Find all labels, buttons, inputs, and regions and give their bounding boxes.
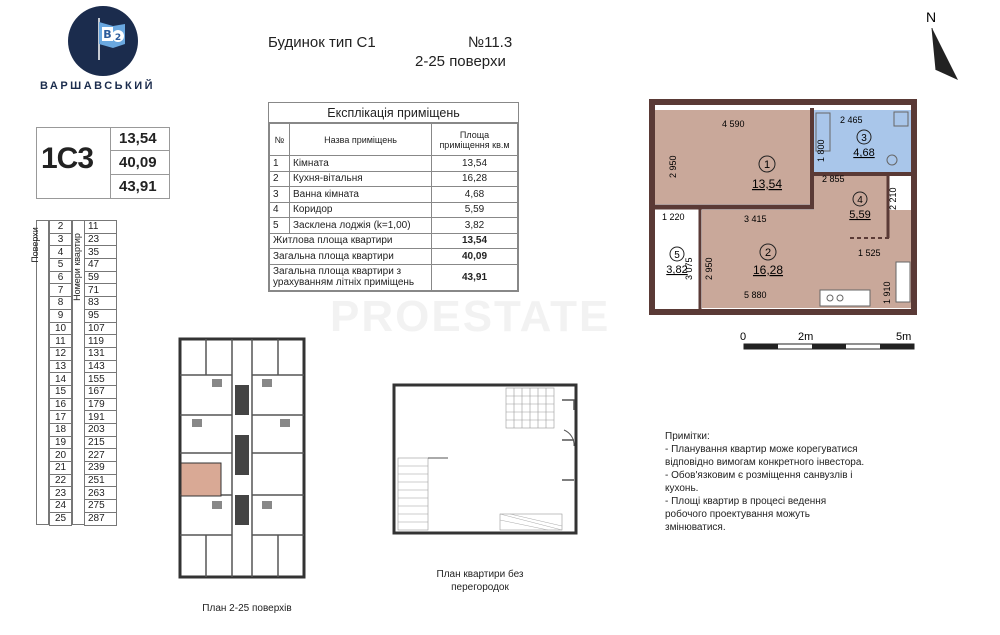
svg-text:3 415: 3 415 xyxy=(744,214,767,224)
apartment-number: 227 xyxy=(85,449,117,462)
apartment-number: 191 xyxy=(85,411,117,424)
svg-text:1 525: 1 525 xyxy=(858,248,881,258)
floor-row xyxy=(50,221,117,234)
building-type: Будинок тип С1 xyxy=(268,34,376,51)
apartment-number: 275 xyxy=(85,500,117,513)
floor-number: 8 xyxy=(50,297,72,310)
apartment-number: 83 xyxy=(85,297,117,310)
svg-text:B: B xyxy=(103,28,112,41)
apartment-plan xyxy=(640,0,980,350)
floor-number: 25 xyxy=(50,512,72,525)
svg-text:4: 4 xyxy=(857,195,863,206)
floor-number: 20 xyxy=(50,449,72,462)
floors-range: 2-25 поверхи xyxy=(415,53,506,70)
svg-text:2 950: 2 950 xyxy=(704,257,714,280)
floor-row xyxy=(50,385,117,398)
logo-wordmark: ВАРШАВСЬКИЙ xyxy=(40,80,156,92)
floor-number: 2 xyxy=(50,221,72,234)
floor-row xyxy=(50,462,117,475)
floor-row xyxy=(50,424,117,437)
room-number: 3 xyxy=(270,187,290,203)
scale-2m: 2m xyxy=(798,331,814,343)
floor-row xyxy=(50,271,117,284)
highlighted-apartment xyxy=(181,463,221,496)
svg-text:1 910: 1 910 xyxy=(882,281,892,304)
floor-row xyxy=(50,398,117,411)
explication-row xyxy=(270,156,518,172)
floor-number: 22 xyxy=(50,474,72,487)
apartment-number: 155 xyxy=(85,373,117,386)
total-label: Житлова площа квартири xyxy=(270,233,432,249)
living-area: 13,54 xyxy=(111,127,170,151)
room-number: 4 xyxy=(270,202,290,218)
open-plan-caption: План квартири без перегородок xyxy=(436,569,524,593)
apartment-number: 11 xyxy=(85,221,117,234)
svg-text:5 880: 5 880 xyxy=(744,290,767,300)
notes-block xyxy=(665,430,865,534)
total-area: 40,09 xyxy=(111,151,170,175)
north-arrow-icon xyxy=(932,28,958,80)
room-name: Кімната xyxy=(290,156,432,172)
apartment-number: 107 xyxy=(85,322,117,335)
floors-label-cell xyxy=(36,220,49,525)
room-area: 13,54 xyxy=(432,156,518,172)
room-area: 16,28 xyxy=(432,171,518,187)
note-item: - Планування квартир може корегуватися відповідно вимогам конкретного інвестора. xyxy=(665,444,865,468)
total-label: Загальна площа квартири xyxy=(270,249,432,265)
total-value: 43,91 xyxy=(432,264,518,290)
floor-row xyxy=(50,449,117,462)
apartment-number: 131 xyxy=(85,347,117,360)
room-area: 3,82 xyxy=(432,218,518,234)
explication-row xyxy=(270,187,518,203)
watermark: PROESTATE xyxy=(330,292,611,341)
svg-text:3 075: 3 075 xyxy=(684,257,694,280)
explication-total-row xyxy=(270,264,518,290)
svg-text:2 210: 2 210 xyxy=(888,187,898,210)
note-item: - Площі квартир в процесі ведення робочого проектування можуть змінюватися. xyxy=(665,496,827,533)
svg-text:1 800: 1 800 xyxy=(816,139,826,162)
apartment-number: 47 xyxy=(85,259,117,272)
floor-number: 4 xyxy=(50,246,72,259)
floor-number: 13 xyxy=(50,360,72,373)
floor-number: 5 xyxy=(50,259,72,272)
floor-row xyxy=(50,436,117,449)
svg-text:2 465: 2 465 xyxy=(840,115,863,125)
room-name: Коридор xyxy=(290,202,432,218)
svg-text:5,59: 5,59 xyxy=(849,209,871,221)
apartment-number: 263 xyxy=(85,487,117,500)
col-name: Назва приміщень xyxy=(290,124,432,156)
apartment-number: 59 xyxy=(85,271,117,284)
col-area: Площа приміщення кв.м xyxy=(432,124,518,156)
total-area-with-loggia: 43,91 xyxy=(119,178,157,195)
svg-text:2 950: 2 950 xyxy=(668,155,678,178)
floor-number: 18 xyxy=(50,424,72,437)
svg-text:2 855: 2 855 xyxy=(822,174,845,184)
svg-text:16,28: 16,28 xyxy=(752,263,784,277)
floor-row xyxy=(50,487,117,500)
room-4-corridor xyxy=(814,176,888,236)
floor-number: 12 xyxy=(50,347,72,360)
unit-code: 1С3 xyxy=(41,142,94,175)
room-area: 5,59 xyxy=(432,202,518,218)
flag-icon xyxy=(85,16,125,60)
floor-row xyxy=(50,347,117,360)
floor-row xyxy=(50,335,117,348)
svg-text:4,68: 4,68 xyxy=(853,147,875,159)
room-number: 2 xyxy=(270,171,290,187)
room-name: Кухня-вітальня xyxy=(290,171,432,187)
floor-row xyxy=(50,284,117,297)
svg-text:3,82: 3,82 xyxy=(666,264,688,276)
apartment-number: 119 xyxy=(85,335,117,348)
floor-number: 17 xyxy=(50,411,72,424)
floor-plan-caption: План 2-25 поверхів xyxy=(202,603,292,614)
note-item: - Обов'язковим є розміщення санвузлів і кухонь. xyxy=(665,470,853,494)
floor-row xyxy=(50,233,117,246)
floor-number: 11 xyxy=(50,335,72,348)
floor-number: 23 xyxy=(50,487,72,500)
open-plan-drawing xyxy=(388,380,583,540)
svg-text:2: 2 xyxy=(114,33,122,43)
apartment-numbers-label: Номери квартир xyxy=(71,233,82,301)
total-value: 40,09 xyxy=(432,249,518,265)
apartment-number: 71 xyxy=(85,284,117,297)
floor-row xyxy=(50,411,117,424)
floor-number: 24 xyxy=(50,500,72,513)
building-floor-plan xyxy=(172,335,312,585)
floor-number: 9 xyxy=(50,309,72,322)
floor-number: 3 xyxy=(50,233,72,246)
room-name: Засклена лоджія (k=1,00) xyxy=(290,218,432,234)
col-no: № xyxy=(270,124,290,156)
svg-text:13,54: 13,54 xyxy=(751,177,783,191)
total-label: Загальна площа квартири з урахуванням літніх приміщень xyxy=(270,264,432,290)
explication-title: Експлікація приміщень xyxy=(269,103,518,123)
scale-bar xyxy=(744,344,914,349)
floor-row xyxy=(50,373,117,386)
north-label: N xyxy=(926,9,937,25)
floor-number: 21 xyxy=(50,462,72,475)
unit-areas xyxy=(110,127,170,199)
room-area: 4,68 xyxy=(432,187,518,203)
svg-text:4 590: 4 590 xyxy=(722,119,745,129)
floor-number: 15 xyxy=(50,385,72,398)
explication-row xyxy=(270,171,518,187)
apartment-number: №11.3 xyxy=(468,34,513,51)
floor-number: 6 xyxy=(50,271,72,284)
floor-number: 19 xyxy=(50,436,72,449)
apartment-number: 239 xyxy=(85,462,117,475)
svg-text:1: 1 xyxy=(763,159,771,171)
notes-title: Примітки: xyxy=(665,431,710,442)
floor-apartment-table xyxy=(49,220,117,526)
svg-text:2: 2 xyxy=(764,247,772,259)
total-value: 13,54 xyxy=(432,233,518,249)
floor-row xyxy=(50,259,117,272)
floor-number: 14 xyxy=(50,373,72,386)
svg-text:5: 5 xyxy=(674,250,680,261)
explication-total-row xyxy=(270,249,518,265)
floor-row xyxy=(50,297,117,310)
explication-total-row xyxy=(270,233,518,249)
floor-number: 7 xyxy=(50,284,72,297)
room-number: 5 xyxy=(270,218,290,234)
floors-label: Поверхи xyxy=(29,227,40,263)
apartment-number: 95 xyxy=(85,309,117,322)
svg-text:1 220: 1 220 xyxy=(662,212,685,222)
svg-text:3: 3 xyxy=(861,133,867,144)
apartment-number: 167 xyxy=(85,385,117,398)
room-name: Ванна кімната xyxy=(290,187,432,203)
floor-row xyxy=(50,246,117,259)
apartment-number: 215 xyxy=(85,436,117,449)
scale-0: 0 xyxy=(740,331,747,343)
floor-number: 16 xyxy=(50,398,72,411)
apartment-number: 23 xyxy=(85,233,117,246)
scale-5m: 5m xyxy=(896,331,912,343)
floor-row xyxy=(50,512,117,525)
apartment-number: 287 xyxy=(85,512,117,525)
apartment-number: 179 xyxy=(85,398,117,411)
floor-row xyxy=(50,500,117,513)
explication-table xyxy=(268,102,519,292)
room-number: 1 xyxy=(270,156,290,172)
floor-number: 10 xyxy=(50,322,72,335)
apartment-number: 35 xyxy=(85,246,117,259)
apartment-number: 251 xyxy=(85,474,117,487)
explication-row xyxy=(270,218,518,234)
floor-row xyxy=(50,360,117,373)
floor-row xyxy=(50,309,117,322)
floor-row xyxy=(50,474,117,487)
apartment-number: 203 xyxy=(85,424,117,437)
floor-row xyxy=(50,322,117,335)
apartment-number: 143 xyxy=(85,360,117,373)
explication-row xyxy=(270,202,518,218)
